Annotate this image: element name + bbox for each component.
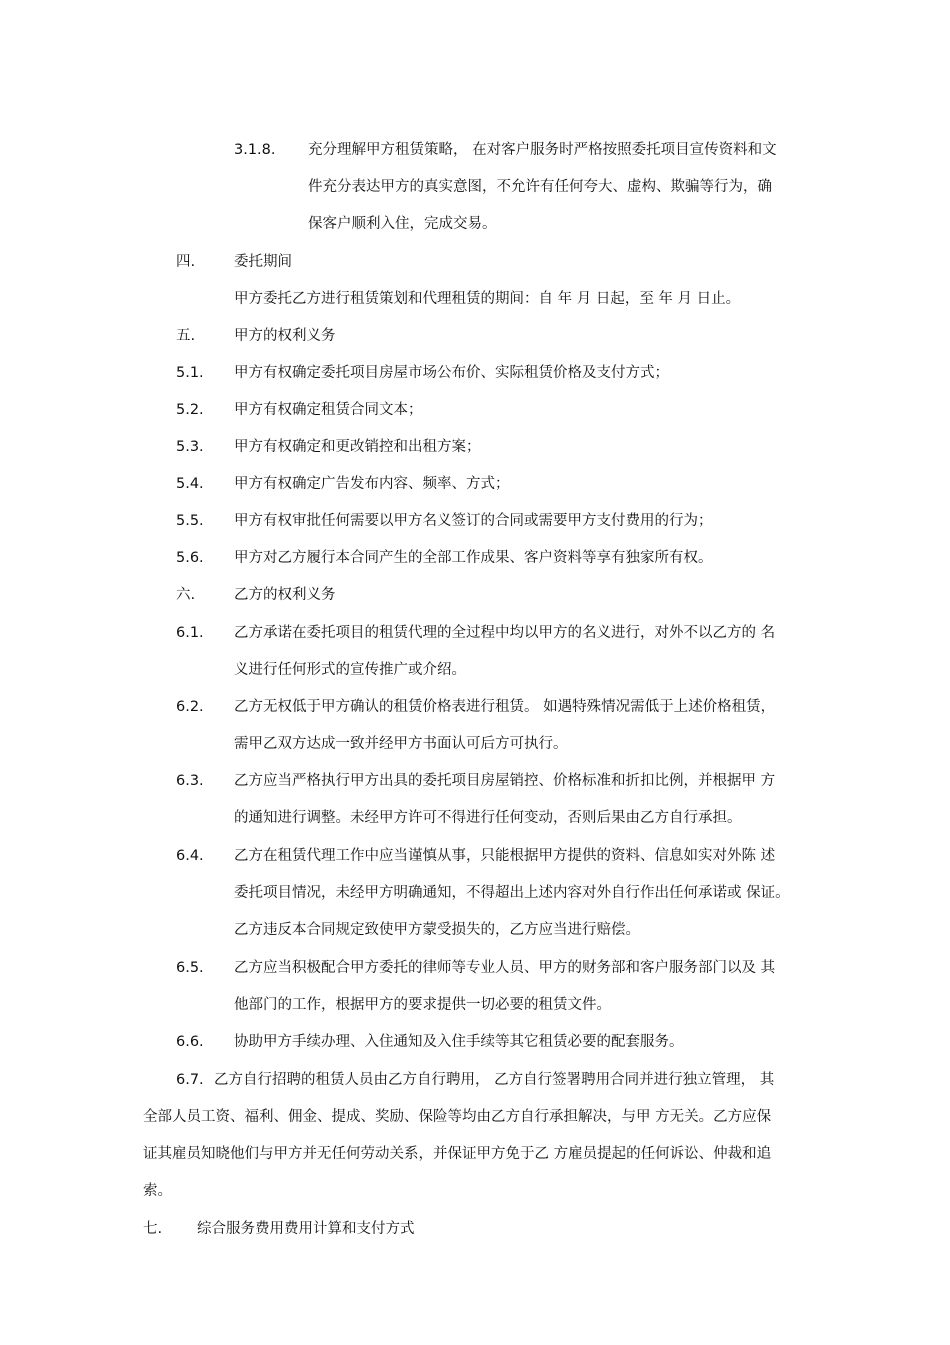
clause-6-7-line-1: 乙方自行招聘的租赁人员由乙方自行聘用， 乙方自行签署聘用合同并进行独立管理， 其	[214, 1072, 775, 1088]
clause-6-2-line-2: 需甲乙双方达成一致并经甲方书面认可后方可执行。	[234, 736, 568, 752]
clause-number-6-7: 6.7.	[176, 1072, 204, 1088]
clause-number-5-3: 5.3.	[176, 439, 204, 455]
section-number-7: 七.	[143, 1221, 163, 1237]
clause-number-5-1: 5.1.	[176, 365, 204, 381]
clause-6-7-line-4: 索。	[143, 1183, 172, 1199]
section-number-4: 四.	[176, 254, 196, 270]
clause-6-4-line-3: 乙方违反本合同规定致使甲方蒙受损失的，乙方应当进行赔偿。	[234, 922, 640, 938]
clause-6-1-line-1: 乙方承诺在委托项目的租赁代理的全过程中均以甲方的名义进行，对外不以乙方的 名	[234, 625, 776, 641]
clause-number-5-6: 5.6.	[176, 550, 204, 566]
section-title-6: 乙方的权利义务	[234, 587, 336, 603]
clause-number-6-6: 6.6.	[176, 1034, 204, 1050]
clause-6-7-line-3: 证其雇员知晓他们与甲方并无任何劳动关系，并保证甲方免于乙 方雇员提起的任何诉讼、仲裁和追	[143, 1146, 772, 1162]
section-title-7: 综合服务费用费用计算和支付方式	[197, 1221, 415, 1237]
clause-5-5-text: 甲方有权审批任何需要以甲方名义签订的合同或需要甲方支付费用的行为；	[234, 513, 713, 529]
clause-6-3-line-1: 乙方应当严格执行甲方出具的委托项目房屋销控、价格标准和折扣比例，并根据甲 方	[234, 773, 776, 789]
clause-number-6-4: 6.4.	[176, 848, 204, 864]
clause-6-5-line-2: 他部门的工作，根据甲方的要求提供一切必要的租赁文件。	[234, 997, 611, 1013]
clause-number-6-5: 6.5.	[176, 960, 204, 976]
clause-6-3-line-2: 的通知进行调整。未经甲方许可不得进行任何变动，否则后果由乙方自行承担。	[234, 810, 742, 826]
clause-number-6-2: 6.2.	[176, 699, 204, 715]
clause-5-1-text: 甲方有权确定委托项目房屋市场公布价、实际租赁价格及支付方式；	[234, 365, 669, 381]
clause-number-6-3: 6.3.	[176, 773, 204, 789]
clause-number-5-4: 5.4.	[176, 476, 204, 492]
section-title-4: 委托期间	[234, 254, 292, 270]
clause-6-1-line-2: 义进行任何形式的宣传推广或介绍。	[234, 662, 466, 678]
clause-6-6-text: 协助甲方手续办理、入住通知及入住手续等其它租赁必要的配套服务。	[234, 1034, 684, 1050]
section-title-5: 甲方的权利义务	[234, 328, 336, 344]
clause-6-5-line-1: 乙方应当积极配合甲方委托的律师等专业人员、甲方的财务部和客户服务部门以及 其	[234, 960, 776, 976]
clause-number-6-1: 6.1.	[176, 625, 204, 641]
section-number-5: 五.	[176, 328, 196, 344]
clause-6-4-line-2: 委托项目情况，未经甲方明确通知，不得超出上述内容对外自行作出任何承诺或 保证。	[234, 885, 790, 901]
clause-3-1-8-line-3: 保客户顺利入住，完成交易。	[308, 216, 497, 232]
section-number-6: 六.	[176, 587, 196, 603]
clause-5-3-text: 甲方有权确定和更改销控和出租方案；	[234, 439, 481, 455]
clause-5-6-text: 甲方对乙方履行本合同产生的全部工作成果、客户资料等享有独家所有权。	[234, 550, 713, 566]
clause-6-4-line-1: 乙方在租赁代理工作中应当谨慎从事，只能根据甲方提供的资料、信息如实对外陈 述	[234, 848, 776, 864]
clause-number-3-1-8: 3.1.8.	[234, 142, 276, 158]
clause-6-2-line-1: 乙方无权低于甲方确认的租赁价格表进行租赁。 如遇特殊情况需低于上述价格租赁，	[234, 699, 776, 715]
clause-number-5-2: 5.2.	[176, 402, 204, 418]
clause-5-4-text: 甲方有权确定广告发布内容、频率、方式；	[234, 476, 510, 492]
clause-3-1-8-line-1: 充分理解甲方租赁策略， 在对客户服务时严格按照委托项目宣传资料和文	[308, 142, 777, 158]
section-4-body: 甲方委托乙方进行租赁策划和代理租赁的期间：自 年 月 日起，至 年 月 日止。	[234, 291, 741, 307]
clause-6-7-line-2: 全部人员工资、福利、佣金、提成、奖励、保险等均由乙方自行承担解决，与甲 方无关。乙方应保	[143, 1109, 772, 1125]
clause-3-1-8-line-2: 件充分表达甲方的真实意图，不允许有任何夸大、虚构、欺骗等行为，确	[308, 179, 772, 195]
clause-5-2-text: 甲方有权确定租赁合同文本；	[234, 402, 423, 418]
clause-number-5-5: 5.5.	[176, 513, 204, 529]
